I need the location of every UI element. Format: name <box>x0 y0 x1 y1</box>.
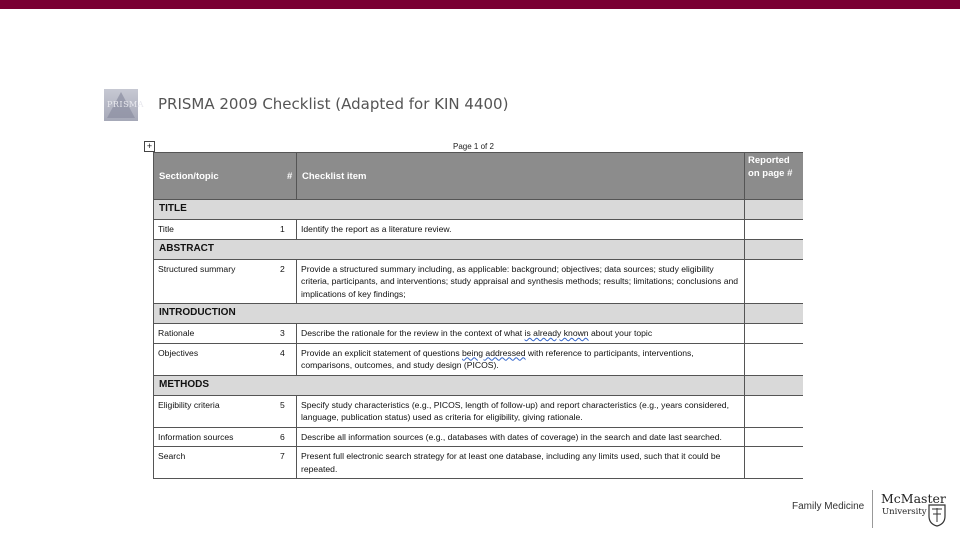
reported-cell[interactable] <box>745 447 803 479</box>
topic-cell <box>154 343 297 375</box>
row-item: Specify study characteristics (e.g., PICOS, length of follow-up) and report characteristics (e.g., years considered, language, publication status) used as criteria for eligibility, giving rationale. <box>297 395 745 427</box>
prisma-logo <box>104 89 145 121</box>
section-row <box>154 239 804 259</box>
table-row <box>154 427 804 447</box>
row-topic: Title <box>158 224 174 234</box>
reported-cell[interactable] <box>745 395 803 427</box>
table-header-row <box>154 153 804 200</box>
row-num: 3 <box>280 328 285 338</box>
row-num: 7 <box>280 451 285 461</box>
topic-cell <box>154 395 297 427</box>
row-num: 4 <box>280 347 285 358</box>
topic-cell <box>154 259 297 304</box>
row-topic: Eligibility criteria <box>158 399 220 410</box>
row-item-part: Describe the rationale for the review in the context of what <box>301 328 525 338</box>
table-row <box>154 343 804 375</box>
row-item-part: Provide an explicit statement of questions <box>301 347 462 358</box>
table-row <box>154 324 804 344</box>
topic-cell <box>154 220 297 240</box>
expand-icon[interactable]: + <box>144 141 155 152</box>
section-reported-cell <box>745 239 803 259</box>
row-item: Describe all information sources (e.g., databases with dates of coverage) in the search and date last searched. <box>297 427 745 447</box>
section-methods: METHODS <box>154 375 745 395</box>
top-accent-bar <box>0 0 960 9</box>
topic-cell <box>154 324 297 344</box>
section-introduction: INTRODUCTION <box>154 304 745 324</box>
row-topic: Search <box>158 451 186 461</box>
header-reported: Reported on page # <box>745 153 803 200</box>
department-label: Family Medicine <box>792 501 865 512</box>
reported-cell[interactable] <box>745 220 803 240</box>
checklist-table <box>153 152 803 479</box>
row-item <box>297 343 745 375</box>
reported-cell[interactable] <box>745 259 803 304</box>
university-crest-icon <box>928 504 946 527</box>
table-row <box>154 395 804 427</box>
row-item: Present full electronic search strategy for at least one database, including any limits used, such that it could be repeated. <box>297 447 745 479</box>
row-item: Provide a structured summary including, as applicable: background; objectives; data sources; study eligibility criteria, participants, and interventions; study appraisal and synthesis methods; results; limitations; conclusions and implications of key findings; <box>297 259 745 304</box>
page-number: Page 1 of 2 <box>453 142 494 151</box>
page-title: PRISMA 2009 Checklist (Adapted for KIN 4400) <box>158 95 509 113</box>
row-item <box>297 324 745 344</box>
row-item-part: with reference to participants, interventions, comparisons, outcomes, and study design (PICOS). <box>301 347 694 370</box>
spellcheck-underline: is already known <box>524 328 589 338</box>
header-num: # <box>287 170 293 182</box>
university-name: McMaster <box>881 491 946 506</box>
row-num: 2 <box>280 263 285 274</box>
spellcheck-underline: being addressed <box>462 347 526 358</box>
section-row <box>154 304 804 324</box>
row-num: 1 <box>280 224 285 234</box>
section-reported-cell <box>745 304 803 324</box>
section-row <box>154 200 804 220</box>
row-item: Identify the report as a literature review. <box>297 220 745 240</box>
topic-cell <box>154 447 297 479</box>
row-num: 6 <box>280 431 285 442</box>
topic-cell <box>154 427 297 447</box>
row-topic: Information sources <box>158 431 234 442</box>
university-word: University <box>882 507 927 517</box>
row-item-part: about your topic <box>588 328 653 338</box>
section-title: TITLE <box>154 200 745 220</box>
table-row <box>154 220 804 240</box>
row-num: 5 <box>280 399 285 410</box>
section-reported-cell <box>745 200 803 220</box>
section-reported-cell <box>745 375 803 395</box>
footer-divider <box>872 490 873 528</box>
section-abstract: ABSTRACT <box>154 239 745 259</box>
table-row <box>154 259 804 304</box>
checklist-sheet <box>153 152 803 486</box>
row-topic: Rationale <box>158 328 195 338</box>
row-topic: Structured summary <box>158 263 236 274</box>
reported-cell[interactable] <box>745 324 803 344</box>
reported-cell[interactable] <box>745 427 803 447</box>
header-item: Checklist item <box>297 153 745 200</box>
table-row <box>154 447 804 479</box>
header-section <box>154 153 297 200</box>
reported-cell[interactable] <box>745 343 803 375</box>
section-row <box>154 375 804 395</box>
header-section-label: Section/topic <box>159 170 219 182</box>
row-topic: Objectives <box>158 347 199 358</box>
logo-text: PRISMA <box>107 100 145 109</box>
